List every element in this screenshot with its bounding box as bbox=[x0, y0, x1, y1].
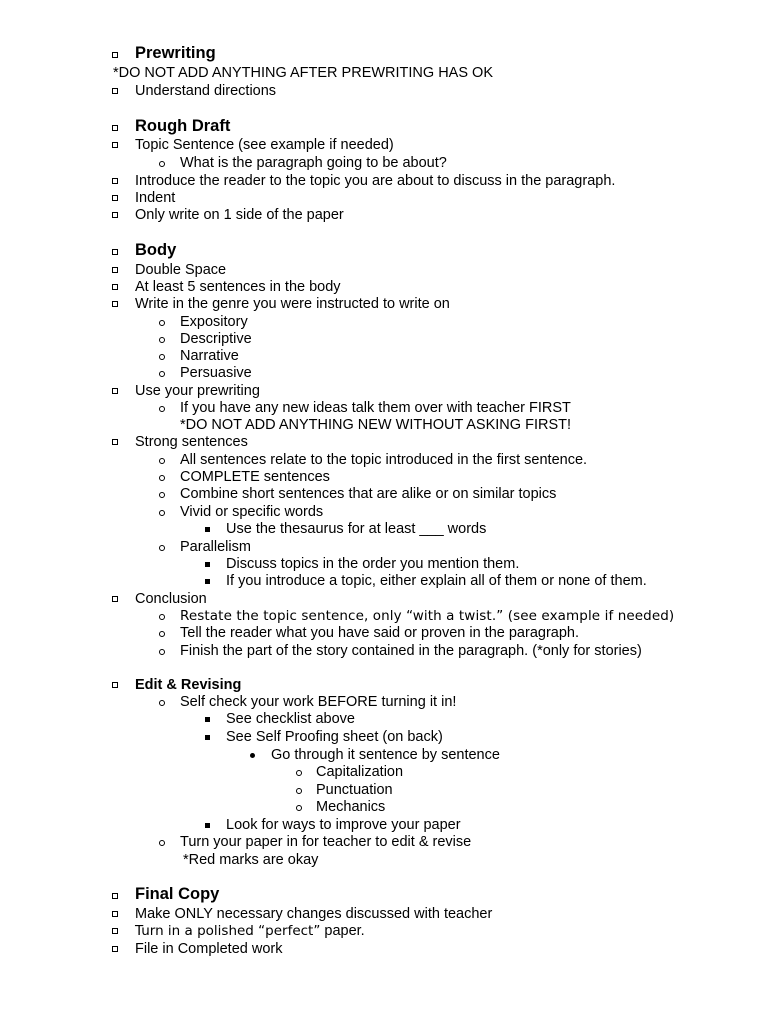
checkbox-icon bbox=[112, 301, 118, 307]
square-bullet-icon bbox=[205, 527, 210, 532]
circle-bullet-icon bbox=[159, 320, 165, 326]
checkbox-icon bbox=[112, 682, 118, 688]
checkbox-icon bbox=[112, 893, 118, 899]
circle-bullet-icon bbox=[159, 458, 165, 464]
section-heading: Edit & Revising bbox=[135, 677, 242, 693]
square-bullet-icon bbox=[205, 562, 210, 567]
paper-suffix: paper. bbox=[320, 923, 365, 939]
circle-bullet-icon bbox=[159, 492, 165, 498]
square-bullet-icon bbox=[205, 717, 210, 722]
checkbox-icon bbox=[112, 928, 118, 934]
checkbox-icon bbox=[112, 911, 118, 917]
checkbox-icon bbox=[112, 88, 118, 94]
circle-bullet-icon bbox=[296, 770, 302, 776]
section-heading: Rough Draft bbox=[135, 117, 231, 135]
checkbox-icon bbox=[112, 142, 118, 148]
circle-bullet-icon bbox=[159, 337, 165, 343]
circle-bullet-icon bbox=[296, 805, 302, 811]
circle-bullet-icon bbox=[159, 406, 165, 412]
checkbox-icon bbox=[112, 439, 118, 445]
circle-bullet-icon bbox=[159, 371, 165, 377]
checkbox-icon bbox=[112, 249, 118, 255]
circle-bullet-icon bbox=[159, 475, 165, 481]
circle-bullet-icon bbox=[296, 788, 302, 794]
checkbox-icon bbox=[112, 267, 118, 273]
section-heading: Final Copy bbox=[135, 885, 220, 903]
checkbox-icon bbox=[112, 388, 118, 394]
checkbox-icon bbox=[112, 52, 118, 58]
checkbox-icon bbox=[112, 195, 118, 201]
circle-bullet-icon bbox=[159, 545, 165, 551]
checkbox-icon bbox=[112, 596, 118, 602]
polished-text: Turn in a polished “perfect” bbox=[135, 923, 321, 939]
circle-bullet-icon bbox=[159, 614, 165, 620]
checklist-document: Prewriting *DO NOT ADD ANYTHING AFTER PREWRITING HAS OK Understand directions Rough Draft Topic Sentence (see example if needed) What is the paragraph going to be about? Introduce the reader to the topic you are about to discuss in the paragraph. Indent Only write on 1 side of the paper Body Double Space At least 5 sentences in the body Write in the genre you were instructed to write on Expository Descriptive Narrative Persuasive Use your prewriting If you have any new ideas talk them over with teacher FIRST *DO NOT ADD ANYTHING NEW WITHOUT ASKING FIRST! Strong sentences All sentences relate to the topic introduced in the first sentence. COMPLETE sentences Combine short sentences that are alike or on similar topics Vivid or specific words Use the thesaurus for at least ___ words Parallelism Discuss topics in the order you mention them. If you introduce a topic, either explain all of them or none of them. Conclusion Restate the topic sentence, only “with a twist.” (see example if needed) Tell the reader what you have said or proven in the paragraph. Finish the part of the story contained in the paragraph. (*only for stories) Edit & Revising Self check your work BEFORE turning it in! See checklist above See Self Proofing sheet (on back) Go through it sentence by sentence Capitalization Punctuation Mechanics Look for ways to improve your paper Turn your paper in for teacher to edit & revise *Red marks are okay Final Copy Make ONLY necessary changes discussed with teacher Turn in a polished “perfect” paper. File in Completed work bbox=[113, 44, 675, 957]
checkbox-icon bbox=[112, 946, 118, 952]
dot-bullet-icon bbox=[250, 753, 255, 758]
checkbox-icon bbox=[112, 125, 118, 131]
circle-bullet-icon bbox=[159, 649, 165, 655]
circle-bullet-icon bbox=[159, 840, 165, 846]
circle-bullet-icon bbox=[159, 161, 165, 167]
section-heading: Prewriting bbox=[135, 44, 216, 62]
checkbox-icon bbox=[112, 284, 118, 290]
circle-bullet-icon bbox=[159, 631, 165, 637]
square-bullet-icon bbox=[205, 579, 210, 584]
checkbox-icon bbox=[112, 178, 118, 184]
circle-bullet-icon bbox=[159, 354, 165, 360]
square-bullet-icon bbox=[205, 735, 210, 740]
section-heading: Body bbox=[135, 241, 177, 259]
checkbox-icon bbox=[112, 212, 118, 218]
circle-bullet-icon bbox=[159, 510, 165, 516]
square-bullet-icon bbox=[205, 823, 210, 828]
circle-bullet-icon bbox=[159, 700, 165, 706]
